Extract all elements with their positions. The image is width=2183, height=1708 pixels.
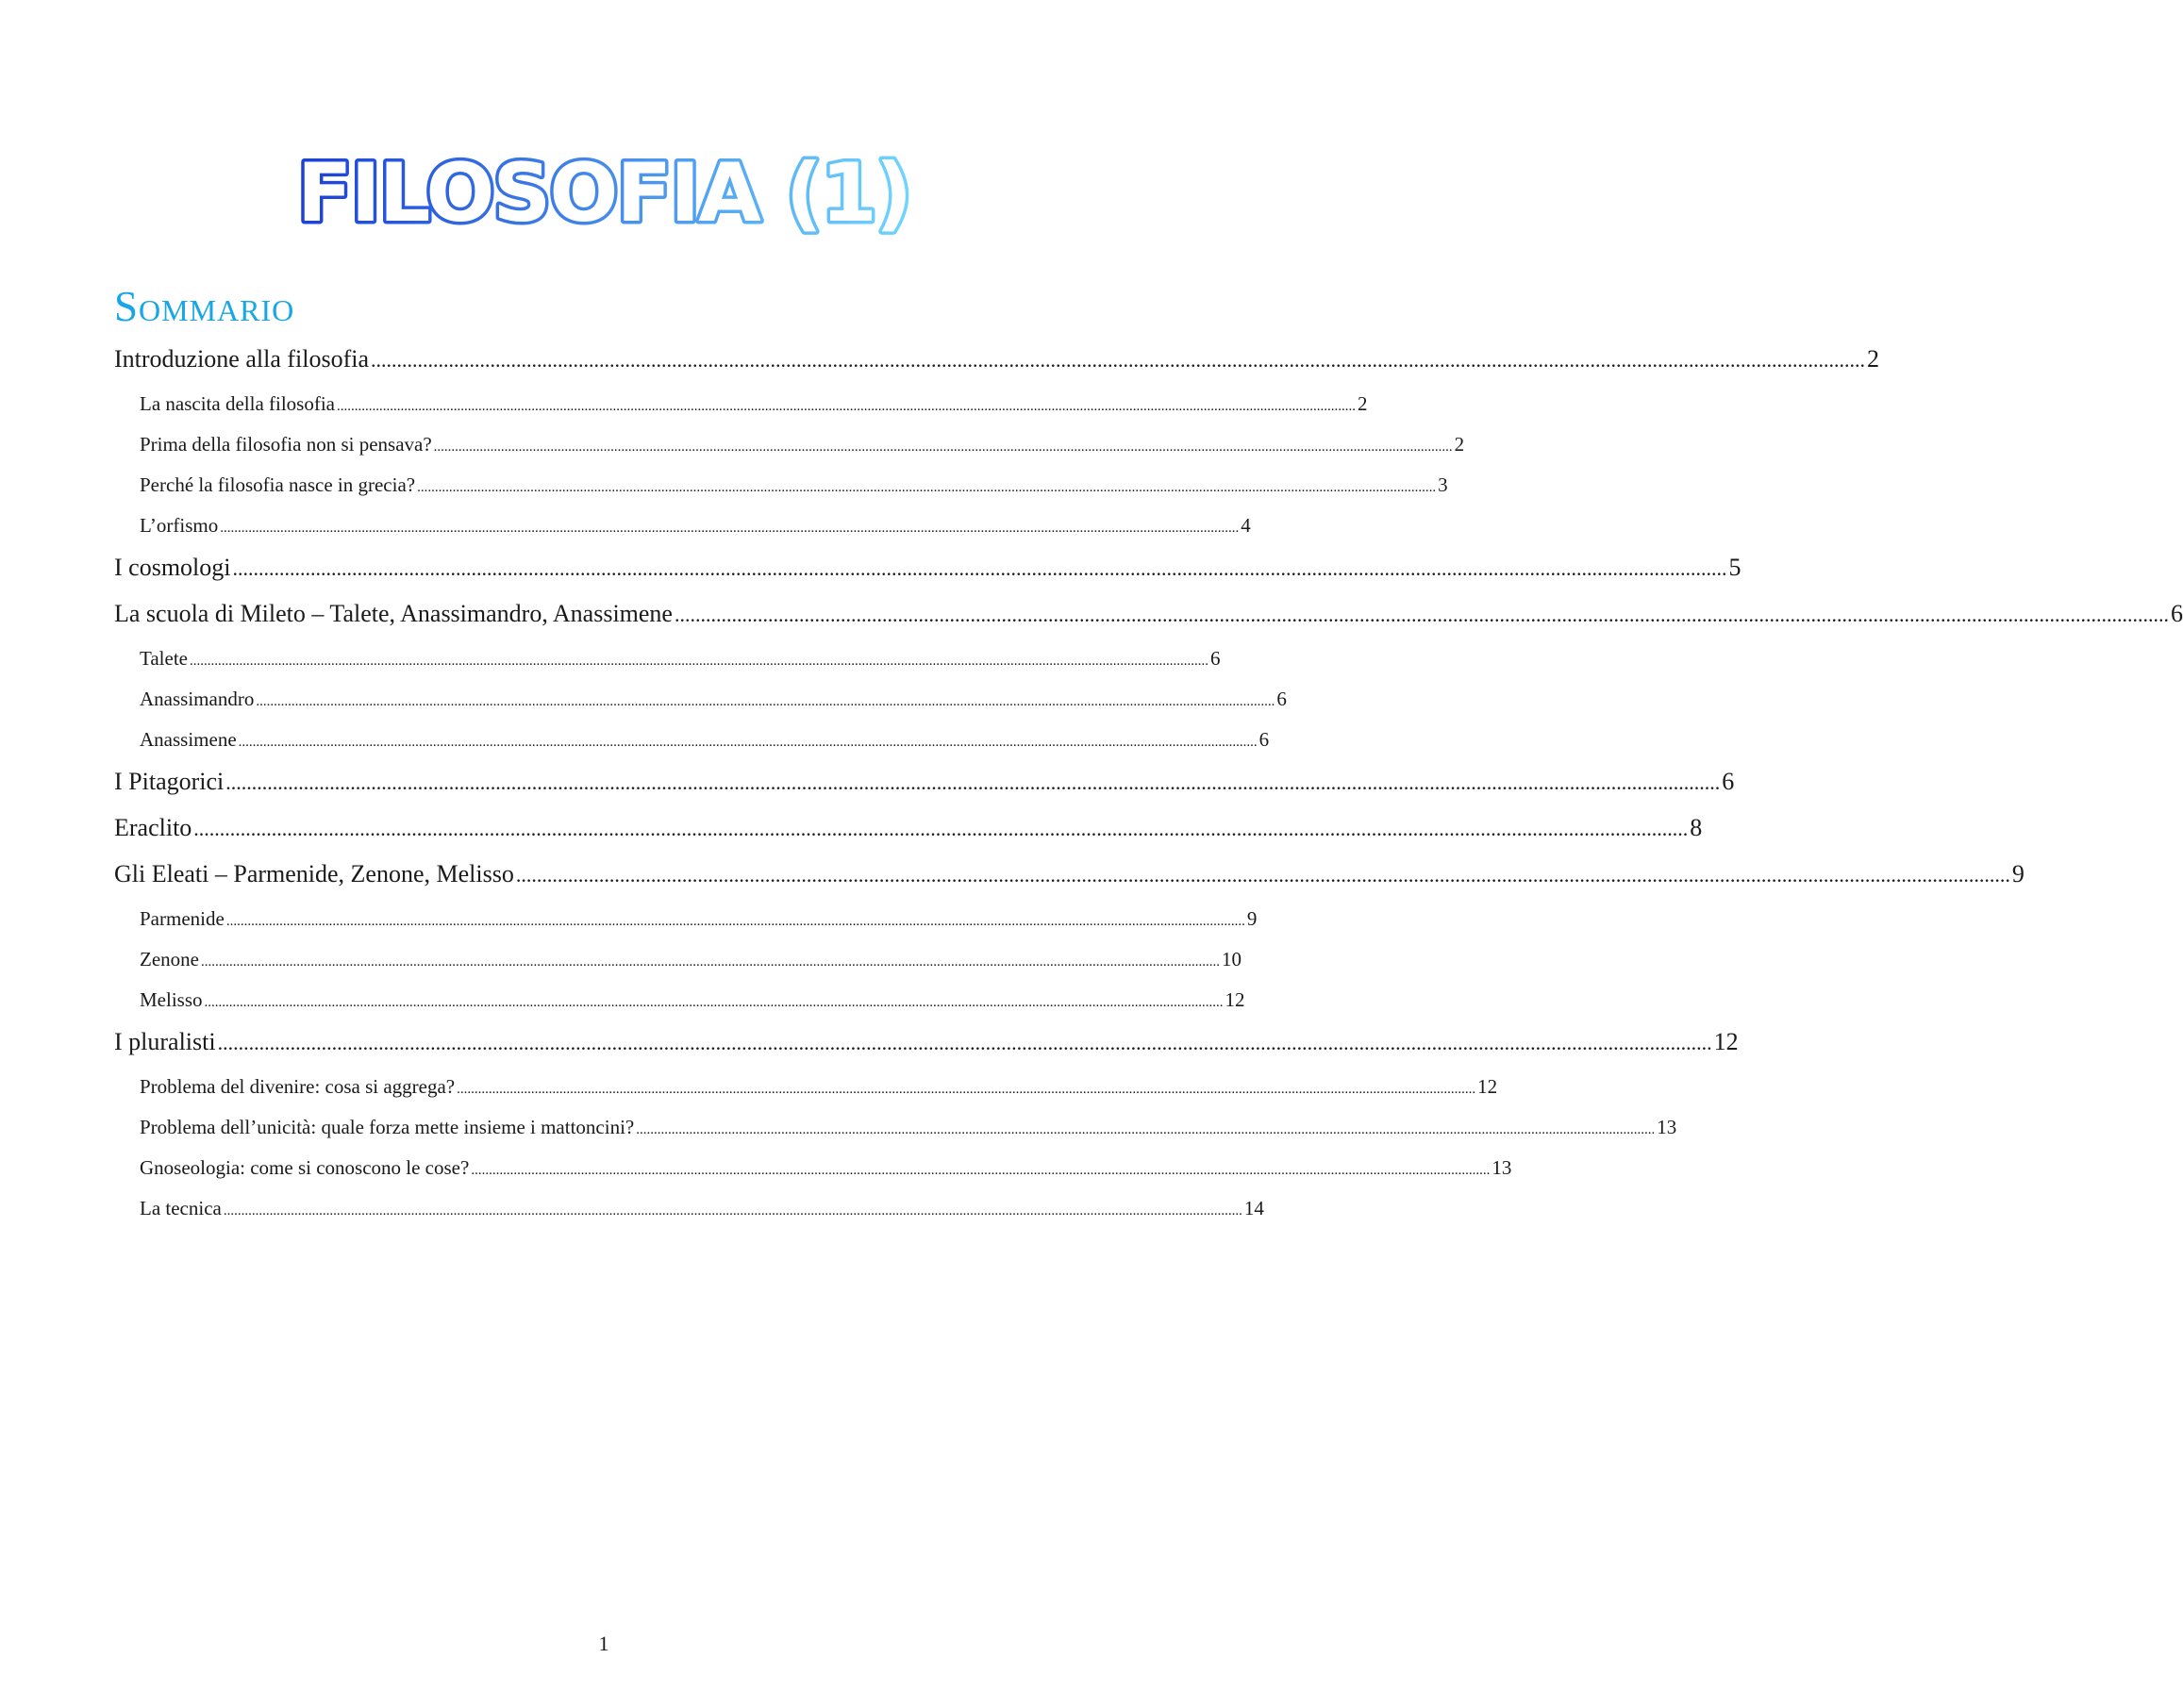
toc-entry-title[interactable]: Problema del divenire: cosa si aggrega? <box>140 1075 456 1098</box>
toc-dot-leader <box>471 1152 1490 1186</box>
toc-entry-title[interactable]: La nascita della filosofia <box>140 392 335 415</box>
toc-entry-title[interactable]: Parmenide <box>140 907 225 930</box>
toc-entry-title[interactable]: I Pitagorici <box>114 768 225 795</box>
toc-entry-page-number[interactable]: 6 <box>1276 688 1287 710</box>
toc-dot-leader <box>636 1111 1655 1146</box>
toc-entry-title[interactable]: Talete <box>140 647 188 670</box>
toc-entry-title[interactable]: La tecnica <box>140 1197 222 1219</box>
toc-dot-leader <box>675 596 2169 633</box>
toc-entry-title[interactable]: Anassimene <box>140 728 237 751</box>
toc-entry-page-number[interactable]: 6 <box>1722 768 1735 795</box>
toc-entry-section[interactable] <box>114 1070 1498 1111</box>
toc-dot-leader <box>434 428 1453 463</box>
toc-dot-leader <box>218 1024 1712 1061</box>
toc-dot-leader <box>201 943 1220 978</box>
toc-entry-title[interactable]: I pluralisti <box>114 1028 216 1055</box>
toc-entry-title[interactable]: Prima della filosofia non si pensava? <box>140 433 432 456</box>
toc-entry-title[interactable]: Zenone <box>140 948 199 970</box>
toc-entry-title[interactable]: Problema dell’unicità: quale forza mette insieme i mattoncini? <box>140 1116 635 1138</box>
toc-entry-page-number[interactable]: 12 <box>1477 1075 1498 1098</box>
toc-dot-leader <box>193 810 1688 847</box>
toc-entry-page-number[interactable]: 13 <box>1491 1156 1512 1179</box>
toc-dot-leader <box>371 341 1865 378</box>
toc-entry-page-number[interactable]: 6 <box>1210 647 1221 670</box>
toc-entry-page-number[interactable]: 6 <box>1258 728 1270 751</box>
table-of-contents <box>114 341 2183 1233</box>
toc-entry-chapter[interactable] <box>114 764 1735 810</box>
toc-entry-page-number[interactable]: 10 <box>1221 948 1241 970</box>
toc-entry-title[interactable]: Gnoseologia: come si conoscono le cose? <box>140 1156 470 1179</box>
toc-dot-leader <box>205 984 1224 1019</box>
toc-entry-chapter[interactable] <box>114 1024 1739 1070</box>
toc-entry-page-number[interactable]: 9 <box>2011 860 2025 887</box>
toc-entry-section[interactable] <box>114 388 1368 428</box>
toc-entry-section[interactable] <box>114 984 1245 1024</box>
toc-entry-page-number[interactable]: 8 <box>1690 814 1703 841</box>
toc-entry-chapter[interactable] <box>114 810 1703 856</box>
toc-dot-leader <box>224 1192 1242 1227</box>
toc-entry-section[interactable] <box>114 903 1258 943</box>
toc-dot-leader <box>337 388 1356 423</box>
toc-entry-page-number[interactable]: 13 <box>1657 1116 1677 1138</box>
toc-dot-leader <box>457 1070 1475 1105</box>
toc-entry-title[interactable]: L’orfismo <box>140 514 219 537</box>
toc-entry-title[interactable]: Eraclito <box>114 814 192 841</box>
toc-dot-leader <box>190 642 1208 677</box>
toc-entry-title[interactable]: Melisso <box>140 988 203 1011</box>
toc-entry-section[interactable] <box>114 1111 1677 1152</box>
toc-entry-section[interactable] <box>114 683 1287 723</box>
toc-dot-leader <box>516 856 2010 893</box>
toc-entry-chapter[interactable] <box>114 596 2183 642</box>
document-title-graphic <box>296 140 911 243</box>
document-title <box>0 140 1208 248</box>
toc-entry-section[interactable] <box>114 428 1465 469</box>
toc-entry-page-number[interactable]: 9 <box>1246 907 1258 930</box>
toc-heading: Sommario <box>114 283 295 330</box>
toc-entry-section[interactable] <box>114 509 1251 550</box>
toc-dot-leader <box>256 683 1275 718</box>
toc-entry-section[interactable] <box>114 1192 1264 1233</box>
toc-entry-page-number[interactable]: 2 <box>1867 345 1880 373</box>
toc-entry-title[interactable]: Gli Eleati – Parmenide, Zenone, Melisso <box>114 860 514 887</box>
toc-dot-leader <box>417 469 1436 504</box>
toc-entry-section[interactable] <box>114 1152 1512 1192</box>
toc-entry-section[interactable] <box>114 642 1221 683</box>
toc-entry-section[interactable] <box>114 943 1241 984</box>
toc-entry-section[interactable] <box>114 723 1270 764</box>
toc-entry-page-number[interactable]: 2 <box>1358 392 1368 415</box>
toc-dot-leader <box>220 509 1239 544</box>
toc-entry-chapter[interactable] <box>114 341 1880 388</box>
toc-dot-leader <box>225 764 1720 801</box>
toc-entry-page-number[interactable]: 14 <box>1243 1197 1264 1219</box>
toc-dot-leader <box>233 550 1727 587</box>
toc-entry-page-number[interactable]: 12 <box>1713 1028 1739 1055</box>
toc-entry-title[interactable]: I cosmologi <box>114 554 231 581</box>
page-number: 1 <box>598 1632 609 1655</box>
toc-entry-page-number[interactable]: 5 <box>1728 554 1741 581</box>
document-title-text: FILOSOFIA (1) <box>296 146 911 240</box>
toc-entry-page-number[interactable]: 12 <box>1225 988 1245 1011</box>
toc-entry-page-number[interactable]: 2 <box>1454 433 1465 456</box>
toc-entry-page-number[interactable]: 6 <box>2170 600 2183 627</box>
toc-entry-title[interactable]: Anassimandro <box>140 688 255 710</box>
toc-entry-title[interactable]: Introduzione alla filosofia <box>114 345 370 373</box>
toc-entry-title[interactable]: La scuola di Mileto – Talete, Anassimandro, Anassimene <box>114 600 673 627</box>
toc-dot-leader <box>226 903 1245 937</box>
toc-entry-page-number[interactable]: 3 <box>1438 473 1448 496</box>
toc-entry-page-number[interactable]: 4 <box>1241 514 1251 537</box>
toc-entry-chapter[interactable] <box>114 856 2025 903</box>
toc-entry-section[interactable] <box>114 469 1448 509</box>
toc-entry-chapter[interactable] <box>114 550 1741 596</box>
toc-entry-title[interactable]: Perché la filosofia nasce in grecia? <box>140 473 416 496</box>
toc-dot-leader <box>239 723 1258 758</box>
